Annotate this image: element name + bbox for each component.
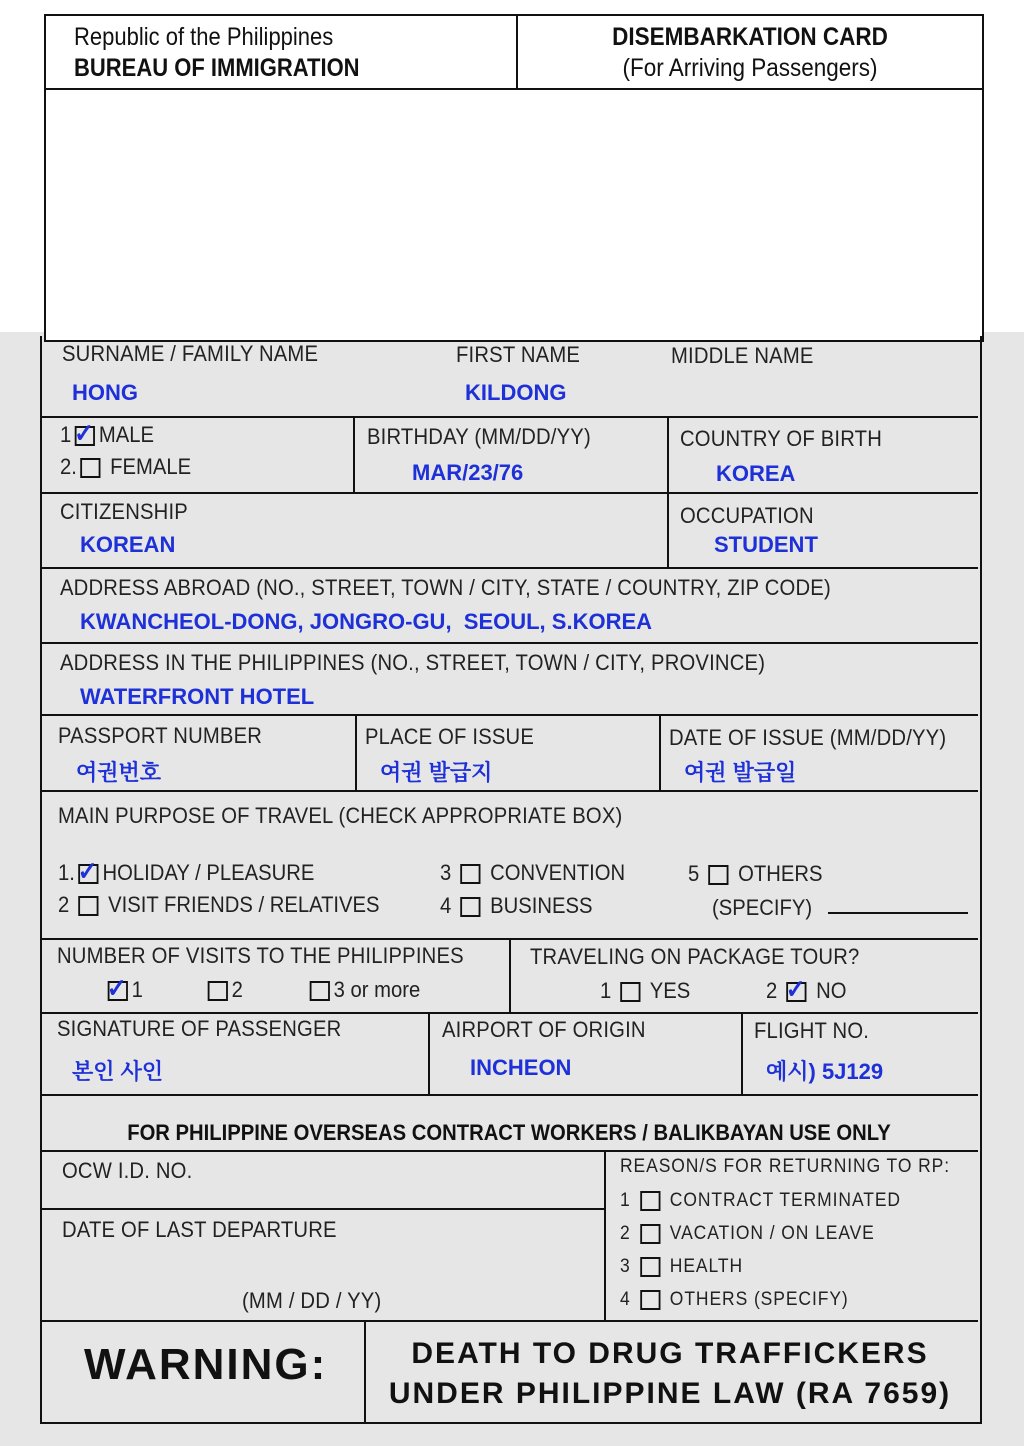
occupation-field[interactable]: STUDENT	[714, 532, 818, 557]
visits-3-option[interactable]: 3 or more	[306, 977, 420, 1003]
purpose-specify-label: (SPECIFY)	[712, 895, 813, 920]
visits-3-checkbox[interactable]	[310, 981, 330, 1001]
card-subtitle: (For Arriving Passengers)	[622, 54, 878, 82]
last-departure-label: DATE OF LAST DEPARTURE	[62, 1217, 337, 1242]
package-yes-checkbox[interactable]	[621, 982, 641, 1002]
check-mark-icon: ✓	[785, 974, 806, 1005]
airport-field[interactable]: INCHEON	[470, 1055, 572, 1080]
convention-checkbox[interactable]	[461, 864, 481, 884]
reason-1-checkbox[interactable]	[640, 1191, 660, 1211]
visits-1-checkbox[interactable]	[106, 973, 128, 1004]
purpose-label: MAIN PURPOSE OF TRAVEL (CHECK APPROPRIATE BOX)	[58, 803, 623, 828]
purpose-holiday-option[interactable]: 1. ✓ HOLIDAY / PLEASURE	[58, 856, 315, 887]
citizenship-field[interactable]: KOREAN	[80, 532, 176, 557]
check-mark-icon: ✓	[106, 973, 127, 1004]
reason-3-checkbox[interactable]	[640, 1257, 660, 1277]
surname-label: SURNAME / FAMILY NAME	[62, 341, 319, 366]
purpose-business-option[interactable]: 4 BUSINESS	[440, 893, 593, 918]
visits-1-option[interactable]: ✓ 1	[106, 973, 143, 1004]
place-of-issue-label: PLACE OF ISSUE	[365, 724, 535, 749]
issuer-block	[74, 22, 360, 84]
reason-2-option[interactable]: 2 VACATION / ON LEAVE	[620, 1223, 875, 1244]
warning-line-1: DEATH TO DRUG TRAFFICKERS	[411, 1337, 929, 1370]
address-abroad-label: ADDRESS ABROAD (NO., STREET, TOWN / CITY, STATE / COUNTRY, ZIP CODE)	[60, 575, 831, 600]
first-name-label: FIRST NAME	[456, 342, 581, 367]
passport-label: PASSPORT NUMBER	[58, 723, 263, 748]
citizenship-label: CITIZENSHIP	[60, 499, 188, 524]
visits-2-checkbox[interactable]	[208, 981, 228, 1001]
check-mark-icon: ✓	[77, 856, 98, 887]
visits-2-option[interactable]: 2	[204, 977, 243, 1003]
others-checkbox[interactable]	[709, 865, 729, 885]
reasons-label: REASON/S FOR RETURNING TO RP:	[620, 1156, 951, 1177]
bureau-label: BUREAU OF IMMIGRATION	[74, 54, 360, 82]
signature-label: SIGNATURE OF PASSENGER	[57, 1016, 342, 1041]
reason-3-option[interactable]: 3 HEALTH	[620, 1256, 744, 1277]
card-title-block	[543, 22, 957, 84]
visit-checkbox[interactable]	[79, 896, 99, 916]
airport-label: AIRPORT OF ORIGIN	[442, 1017, 646, 1042]
date-of-issue-label: DATE OF ISSUE (MM/DD/YY)	[669, 725, 947, 750]
date-of-issue-field[interactable]: 여권 발급일	[684, 760, 797, 785]
female-checkbox[interactable]	[81, 458, 101, 478]
business-checkbox[interactable]	[461, 897, 481, 917]
ocw-id-label: OCW I.D. NO.	[62, 1158, 193, 1183]
passport-field[interactable]: 여권번호	[76, 760, 162, 785]
purpose-convention-option[interactable]: 3 CONVENTION	[440, 860, 626, 885]
purpose-visit-option[interactable]: 2 VISIT FRIENDS / RELATIVES	[58, 892, 380, 917]
address-abroad-field[interactable]: KWANCHEOL-DONG, JONGRO-GU, SEOUL, S.KOREA	[80, 609, 653, 634]
reason-4-option[interactable]: 4 OTHERS (SPECIFY)	[620, 1289, 849, 1310]
check-mark-icon: ✓	[74, 418, 95, 449]
signature-field[interactable]: 본인 사인	[72, 1059, 164, 1084]
package-no-checkbox[interactable]	[785, 974, 807, 1005]
warning-line-2: UNDER PHILIPPINE LAW (RA 7659)	[388, 1377, 952, 1410]
reason-2-checkbox[interactable]	[640, 1224, 660, 1244]
flight-field[interactable]: 예시) 5J129	[766, 1059, 884, 1084]
occupation-label: OCCUPATION	[680, 503, 814, 528]
male-checkbox[interactable]	[74, 418, 95, 449]
surname-field[interactable]: HONG	[72, 380, 138, 405]
address-ph-field[interactable]: WATERFRONT HOTEL	[80, 684, 315, 709]
package-tour-label: TRAVELING ON PACKAGE TOUR?	[530, 944, 860, 969]
package-yes-option[interactable]: 1 YES	[600, 978, 691, 1003]
birthday-label: BIRTHDAY (MM/DD/YY)	[367, 424, 591, 449]
card-title: DISEMBARKATION CARD	[612, 23, 888, 51]
purpose-others-option[interactable]: 5 OTHERS	[688, 861, 823, 886]
first-name-field[interactable]: KILDONG	[465, 380, 567, 405]
reason-4-checkbox[interactable]	[640, 1290, 660, 1310]
reason-1-option[interactable]: 1 CONTRACT TERMINATED	[620, 1190, 901, 1211]
sex-male-option[interactable]: 1 ✓ MALE	[60, 418, 154, 449]
country-of-birth-label: COUNTRY OF BIRTH	[680, 426, 882, 451]
specify-input-line[interactable]	[828, 912, 968, 914]
ofw-section-title: FOR PHILIPPINE OVERSEAS CONTRACT WORKERS / BALIKBAYAN USE ONLY	[127, 1120, 891, 1145]
visits-label: NUMBER OF VISITS TO THE PHILIPPINES	[57, 943, 464, 968]
country-of-birth-field[interactable]: KOREA	[716, 461, 796, 486]
holiday-checkbox[interactable]	[77, 856, 99, 887]
date-format-hint: (MM / DD / YY)	[242, 1288, 382, 1313]
place-of-issue-field[interactable]: 여권 발급지	[380, 760, 493, 785]
warning-message	[370, 1334, 970, 1414]
warning-title: WARNING:	[84, 1340, 328, 1389]
birthday-field[interactable]: MAR/23/76	[412, 460, 524, 485]
middle-name-label: MIDDLE NAME	[671, 343, 814, 368]
package-no-option[interactable]: 2 ✓ NO	[766, 974, 847, 1005]
sex-female-option[interactable]: 2. FEMALE	[60, 454, 192, 479]
republic-label: Republic of the Philippines	[74, 23, 334, 51]
address-ph-label: ADDRESS IN THE PHILIPPINES (NO., STREET, TOWN / CITY, PROVINCE)	[60, 650, 766, 675]
flight-label: FLIGHT NO.	[754, 1018, 870, 1043]
